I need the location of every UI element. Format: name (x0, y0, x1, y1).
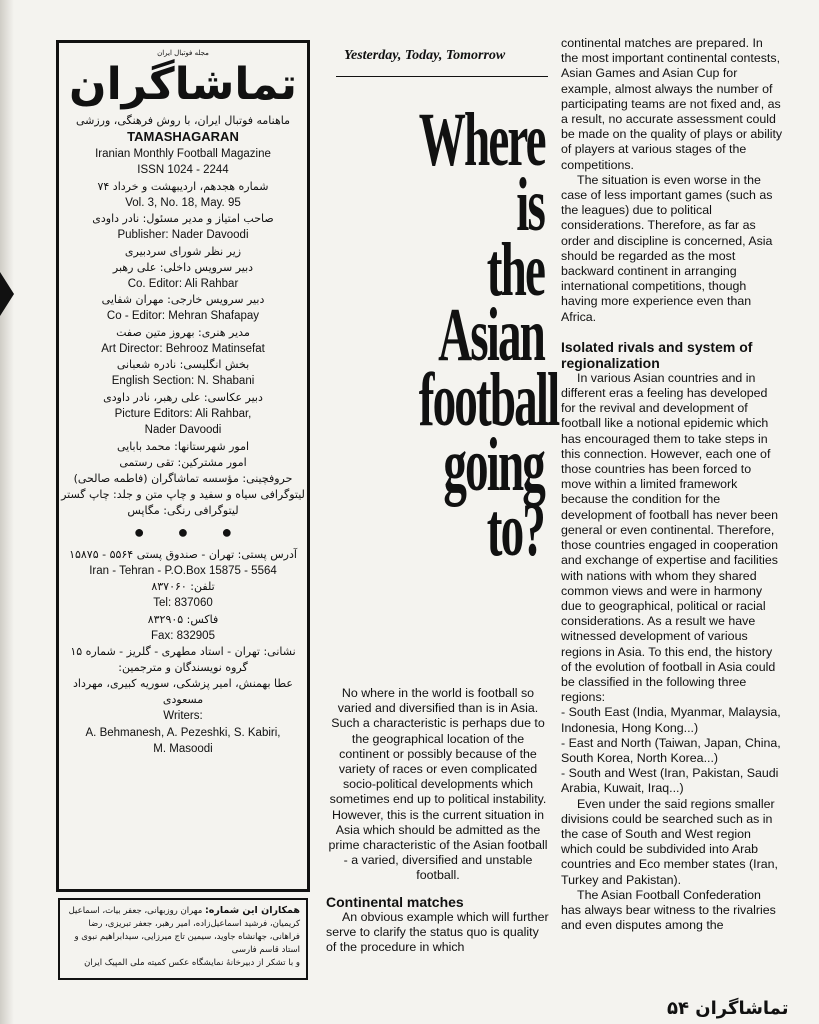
section-heading: Isolated rivals and system of regionalization (561, 338, 753, 371)
masthead-line-persian: دبیر سرویس داخلی: علی رهبر (112, 260, 254, 274)
masthead-line: ISSN 1024 - 2244 (137, 164, 229, 176)
registration-mark (0, 272, 14, 316)
paragraph: Even under the said regions smaller divisions could be searched such as in the case of South and West region which could be subdivided into Arab countries and Eco member states (Iran, Turkey and Pakistan). (561, 796, 778, 887)
masthead-line: M. Masoodi (153, 743, 213, 755)
masthead-line-persian: لیتوگرافی رنگی: مگاپس (127, 503, 239, 517)
paragraph: The situation is even worse in the case of less important games (such as the leagues) due to political considerations. Therefore, as far as order and discipline is concerned, Asia should be regarded as the most backward continent in arranging international competitions, though having more experience even than Africa. (561, 172, 773, 324)
headline-word: the (486, 228, 544, 312)
headline-word: Asian (438, 293, 544, 377)
section-kicker: Yesterday, Today, Tomorrow (344, 48, 506, 63)
logo-subtitle: مجله فوتبال ایران (157, 49, 209, 57)
masthead-line-persian: ماهنامه فوتبال ایران، با روش فرهنگی، ورزشی (75, 114, 291, 127)
masthead-line-persian: شماره هجدهم، اردیبهشت و خرداد ۷۴ (97, 179, 269, 193)
page-folio: تماشاگران ۵۴ (667, 998, 789, 1019)
masthead-line: A. Behmanesh, A. Pezeshki, S. Kabiri, (85, 726, 281, 739)
lead-text: No where in the world is football so varied and diversified than is in Asia. Such a characteristic is perhaps due to the geographical location of the continent or possibly because of the variety of races or even complicated socio-political developments which sometimes end up to political instability. However, this is the current situation in Asia which should be admitted as the prime characteristic of the Asian football - a varied, diversified and unstable football. (328, 686, 548, 883)
masthead-line: Tel: 837060 (153, 597, 213, 609)
masthead-line: Publisher: Nader Davoodi (117, 229, 249, 241)
masthead-contact-list (59, 547, 307, 758)
headline-word: is (516, 163, 544, 247)
masthead-line-persian: نشانی: تهران - استاد مطهری - گلریز - شماره ۱۵ (70, 645, 296, 658)
thanks-text: و با تشکر از دبیرخانهٔ نمایشگاه عکس کمیته ملی المپیک ایران (84, 958, 300, 968)
paragraph: An obvious example which will further serve to clarify the status quo is quality of the procedure in which (326, 909, 549, 955)
masthead-line: Art Director: Behrooz Matinsefat (101, 342, 265, 355)
headline-word: to? (486, 488, 544, 572)
lead-paragraph (326, 686, 550, 884)
paragraph: The Asian Football Confederation has always bear witness to the rivalries and even disputes among the (561, 887, 776, 933)
masthead-line: Iranian Monthly Football Magazine (95, 147, 271, 160)
masthead-line: Picture Editors: Ali Rahbar, (114, 407, 252, 420)
masthead-line-persian: دبیر عکاسی: علی رهبر، نادر داودی (103, 390, 263, 404)
masthead-line-persian: بخش انگلیسی: نادره شعبانی (116, 358, 250, 371)
section-heading: Continental matches (326, 893, 464, 910)
masthead-line-persian: لیتوگرافی سیاه و سفید و چاپ متن و جلد: چاپ گستر (61, 487, 305, 501)
contributors-title: همکاران این شماره: (204, 905, 300, 916)
masthead-line: TAMASHAGARAN (127, 129, 239, 144)
article-headline (418, 98, 559, 572)
masthead-line-persian: دبیر سرویس خارجی: مهران شفایی (101, 293, 265, 306)
masthead-line: Writers: (163, 710, 203, 722)
masthead-line: Vol. 3, No. 18, May. 95 (125, 196, 241, 209)
scan-edge (0, 0, 14, 1024)
paragraph: In various Asian countries and in different eras a feeling has developed for the revival and development of football like a notional epidemic which has encouraged them to take steps in this connection. However, each one of those countries has been forced to move within a limited framework because the condition for the development of football has never been general or even continental. Therefore, those countries engaged in cooperation and exchange of expertise and facilities with nations with whom they shared common views and were in harmony due to geographical, political or racial considerations. As a result we have witnessed development of various regions in Asia. To this end, the history of the evolution of football in Asia could be classified in the following three regions: (561, 370, 778, 705)
article-column-middle (326, 686, 550, 955)
masthead-line-persian: زیر نظر شورای سردبیری (124, 244, 242, 258)
article-column-right (561, 36, 783, 933)
masthead-staff-list (59, 113, 307, 519)
paragraph: continental matches are prepared. In the most important continental contests, Asian Games and Asian Cup for example, almost always the number of participating teams are not fixed and, as a result, no accurate assessment could be made on the quality of plays or ability of players at various stages of the competitions. (561, 36, 783, 172)
headline-word: Where (418, 98, 545, 182)
masthead-line: Nader Davoodi (144, 424, 222, 436)
headline-word: football (418, 358, 559, 442)
separator-dots: ● ● ● (133, 521, 247, 542)
masthead-line: Fax: 832905 (151, 629, 215, 642)
masthead-line: English Section: N. Shabani (111, 375, 255, 387)
region-item: - South East (India, Myanmar, Malaysia, Indonesia, Hong Kong...) (561, 705, 781, 735)
masthead-line-persian: آدرس پستی: تهران - صندوق پستی ۵۵۶۴ - ۱۵۸۷۵ (69, 547, 297, 561)
masthead-line-persian: تلفن: ۸۳۷۰۶۰ (151, 580, 215, 593)
masthead-line-persian: عطا بهمنش، امیر پزشکی، سوریه کبیری، مهرداد (73, 677, 293, 690)
masthead-line-persian: حروفچینی: مؤسسه تماشاگران (فاطمه صالحی) (73, 471, 293, 485)
contributors-box (58, 898, 308, 980)
masthead-line-persian: فاکس: ۸۳۲۹۰۵ (147, 612, 219, 626)
kicker-rule (336, 76, 548, 77)
region-item: - South and West (Iran, Pakistan, Saudi Arabia, Kuwait, Iraq...) (561, 766, 779, 796)
masthead-line-persian: صاحب امتیاز و مدیر مسئول: نادر داودی (92, 212, 274, 225)
masthead-line-persian: مدیر هنری: بهروز متین صفت (116, 325, 250, 339)
masthead-line-persian: گروه نویسندگان و مترجمین: (118, 661, 248, 674)
masthead-line: Iran - Tehran - P.O.Box 15875 - 5564 (89, 564, 277, 577)
masthead-line-persian: مسعودی (162, 693, 204, 706)
masthead-box (56, 40, 310, 892)
contributors-text: مهران روزبهانی، جعفر بیات، اسماعیل کریمیان، فرشید اسماعیل‌زاده، امیر رهبر، جعفر تبریزی، رضا فراهانی، جهانشاه جاوید، سیمین تاج میرزایی، سیدابراهیم نبوی و استاد قاسم فارسی (68, 906, 300, 955)
masthead-line: Co. Editor: Ali Rahbar (127, 277, 239, 290)
headline-word: going (443, 423, 544, 507)
magazine-logo: تماشاگران (69, 59, 297, 110)
region-item: - East and North (Taiwan, Japan, China, South Korea, North Korea...) (561, 735, 781, 765)
masthead-line: Co - Editor: Mehran Shafapay (106, 310, 260, 322)
masthead-line-persian: امور شهرستانها: محمد بابایی (116, 439, 250, 453)
masthead-line-persian: امور مشترکین: تقی رستمی (119, 455, 247, 469)
